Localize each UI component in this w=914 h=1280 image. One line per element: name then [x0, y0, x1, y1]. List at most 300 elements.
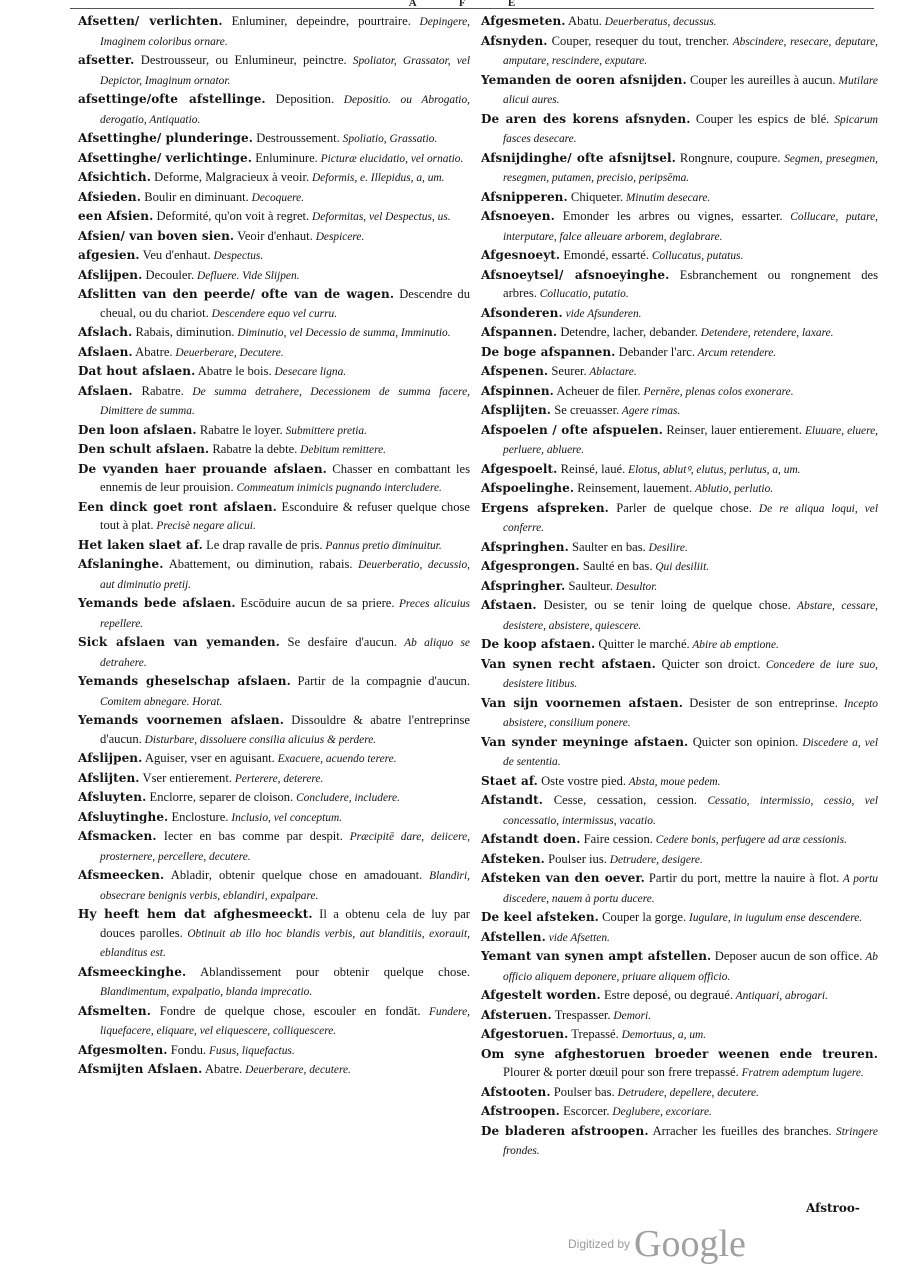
french-gloss: Trepassé.	[568, 1027, 619, 1041]
french-gloss: Descendre du cheual, ou du chariot.	[100, 287, 470, 320]
french-gloss: Rabatre le loyer.	[196, 422, 283, 437]
dictionary-entry	[78, 536, 470, 556]
headword: Afslach.	[78, 325, 133, 339]
latin-gloss: Desilire.	[645, 541, 688, 554]
french-gloss: Detendre, lacher, debander.	[557, 325, 698, 339]
dictionary-entry	[78, 207, 470, 227]
latin-gloss: Ab officio aliquem deponere, priuare aliquem officio.	[503, 951, 878, 983]
left-column	[78, 12, 470, 1080]
french-gloss: Reinsé, laué.	[557, 461, 626, 476]
latin-gloss: Qui desiliit.	[652, 561, 710, 573]
latin-gloss: Præcipitē dare, deiicere, prosternere, percellere, decutere.	[100, 831, 470, 863]
headword: Afspringher.	[481, 578, 566, 593]
french-gloss: Destroussement.	[253, 131, 340, 145]
dictionary-entry	[481, 557, 878, 577]
latin-gloss: Deuerberatio, decussio, aut diminutio pretij.	[100, 559, 470, 591]
headword: Afspoelinghe.	[481, 481, 575, 495]
dictionary-entry	[78, 285, 470, 323]
headword: een Afsien.	[78, 209, 154, 223]
dictionary-entry	[78, 246, 470, 266]
headword: Afsnipperen.	[481, 189, 568, 204]
dictionary-entry	[78, 711, 470, 749]
headword: Afsplijten.	[481, 403, 552, 417]
french-gloss: Cesse, cessation, cession.	[543, 793, 698, 807]
french-gloss: Couper les aureilles à aucun.	[686, 72, 836, 87]
french-gloss: Faire cession.	[580, 832, 653, 846]
latin-gloss: vide Afsunderen.	[562, 307, 642, 320]
latin-gloss: Abire ab emptione.	[689, 639, 779, 651]
headword: De vyanden haer prouande afslaen.	[78, 461, 327, 476]
french-gloss: Vser entierement.	[139, 770, 232, 785]
latin-gloss: Deuerberare, decutere.	[242, 1064, 351, 1076]
latin-gloss: Decoquere.	[248, 191, 305, 204]
dictionary-entry	[481, 499, 878, 538]
french-gloss: Abladir, obtenir quelque chose en amadouant.	[164, 868, 423, 882]
latin-gloss: Collucatus, putatus.	[649, 250, 744, 262]
headword: Afspinnen.	[481, 383, 554, 398]
dictionary-entry	[481, 772, 878, 792]
dictionary-entry	[481, 207, 878, 246]
french-gloss: Escōduire aucun de sa priere.	[235, 596, 395, 610]
dictionary-entry	[78, 1002, 470, 1041]
dictionary-entry	[78, 905, 470, 963]
headword: Afslaen.	[78, 344, 133, 359]
french-gloss: Dissouldre & abatre l'entreprinse d'aucun.	[100, 713, 470, 746]
french-gloss: Trespasser.	[551, 1007, 611, 1022]
dictionary-entry	[481, 110, 878, 149]
headword: Afsien/ van boven sien.	[78, 228, 235, 243]
latin-gloss: vide Afsetten.	[545, 931, 610, 944]
headword: afgesien.	[78, 248, 140, 262]
headword: Afsmeeckinghe.	[78, 964, 187, 979]
dictionary-entry	[481, 1045, 878, 1083]
dictionary-entry	[78, 769, 470, 789]
headword: Yemanden de ooren afsnijden.	[481, 72, 687, 87]
headword: Van synder meyninge afstaen.	[481, 734, 689, 749]
headword: afsettinge/ofte afstellinge.	[78, 92, 266, 106]
latin-gloss: Eluuare, eluere, perluere, abluere.	[503, 424, 878, 456]
headword: Yemands voornemen afslaen.	[78, 713, 285, 727]
latin-gloss: Submittere pretia.	[282, 424, 367, 437]
latin-gloss: Deglubere, excoriare.	[609, 1106, 712, 1118]
french-gloss: Esconduire & refuser quelque chose tout à plat.	[100, 499, 470, 532]
headword: Staet af.	[481, 773, 538, 788]
digitized-by-google-watermark	[568, 1222, 746, 1266]
french-gloss: Reinsement, lauement.	[574, 481, 693, 495]
headword: Afsichtich.	[78, 170, 152, 184]
latin-gloss: Disturbare, dissoluere consilia alicuius & perdere.	[141, 733, 377, 746]
latin-gloss: Iugulare, in iugulum ense descendere.	[686, 912, 863, 924]
latin-gloss: Debitum remittere.	[297, 444, 387, 456]
latin-gloss: Elotus, ablutꝰ, elutus, perlutus, a, um.	[625, 463, 801, 476]
dictionary-entry	[481, 655, 878, 694]
dictionary-entry	[481, 1122, 878, 1161]
dictionary-entry	[78, 672, 470, 711]
latin-gloss: Obtinuit ab illo hoc blandis verbis, aut blanditiis, exorauit, eblanditus est.	[100, 927, 470, 959]
headword: Yemant van synen ampt afstellen.	[481, 949, 712, 963]
dictionary-entry	[78, 788, 470, 808]
dictionary-entry	[481, 1025, 878, 1045]
french-gloss: Esbranchement ou rongnement des arbres.	[503, 267, 878, 300]
headword: Afsetten/ verlichten.	[78, 14, 223, 28]
headword: Afspannen.	[481, 325, 558, 339]
dictionary-entry	[481, 362, 878, 382]
latin-gloss: Fundere, liquefacere, eliquare, vel eliquescere, colliquescere.	[100, 1005, 470, 1037]
headword: Afsmelten.	[78, 1003, 151, 1018]
headword: Yemands bede afslaen.	[78, 596, 236, 610]
latin-gloss: Commeatum inimicis pugnando intercludere.	[233, 482, 442, 494]
french-gloss: Fondu.	[167, 1042, 207, 1057]
french-gloss: Abatre le bois.	[195, 364, 272, 378]
latin-gloss: Detrudere, depellere, decutere.	[614, 1086, 759, 1099]
french-gloss: Iecter en bas comme par despit.	[156, 829, 343, 843]
french-gloss: Deposer aucun de son office.	[711, 949, 863, 963]
french-gloss: Abatre.	[132, 344, 173, 359]
headword: Den loon afslaen.	[78, 422, 197, 437]
latin-gloss: Abstare, cessare, desistere, absistere, quiescere.	[503, 600, 878, 632]
french-gloss: Veoir d'enhaut.	[234, 228, 313, 243]
cropped-running-head: A F E	[70, 0, 874, 9]
latin-gloss: Demortuus, a, um.	[618, 1029, 707, 1041]
headword: Afsettinghe/ verlichtinge.	[78, 150, 253, 165]
dictionary-entry	[481, 188, 878, 208]
french-gloss: Poulser bas.	[550, 1084, 615, 1099]
latin-gloss: Perterere, deterere.	[232, 772, 324, 785]
headword: De bladeren afstroopen.	[481, 1123, 649, 1138]
dictionary-entry	[78, 129, 470, 149]
latin-gloss: Demori.	[610, 1009, 652, 1022]
dictionary-entry	[78, 808, 470, 828]
dictionary-entry	[78, 12, 470, 51]
dictionary-entry	[481, 928, 878, 948]
french-gloss: Reinser, lauer entierement.	[663, 422, 802, 437]
headword: afsetter.	[78, 53, 135, 67]
latin-gloss: Antiquari, abrogari.	[732, 990, 828, 1002]
french-gloss: Enluminure.	[252, 150, 318, 165]
french-gloss: Desister de son entreprinse.	[682, 695, 838, 710]
french-gloss: Ablandissement pour obtenir quelque chose.	[186, 964, 470, 979]
french-gloss: Chiqueter.	[567, 189, 624, 204]
headword: Afsettinghe/ plunderinge.	[78, 131, 254, 145]
headword: Afstroopen.	[481, 1104, 560, 1118]
headword: Afsluyten.	[78, 790, 147, 804]
dictionary-entry	[78, 963, 470, 1002]
headword: Afgesmeten.	[481, 14, 566, 28]
dictionary-entry	[78, 362, 470, 382]
latin-gloss: Desecare ligna.	[271, 366, 347, 378]
dictionary-entry	[481, 12, 878, 32]
dictionary-entry	[481, 71, 878, 110]
dictionary-entry	[481, 850, 878, 870]
latin-gloss: Deuerberare, Decutere.	[172, 346, 284, 359]
french-gloss: Seurer.	[548, 364, 587, 378]
headword: Afgestoruen.	[481, 1027, 569, 1041]
dictionary-entry	[78, 323, 470, 343]
headword: Afstaen.	[481, 598, 537, 612]
headword: Afstooten.	[481, 1084, 551, 1099]
dictionary-entry	[78, 440, 470, 460]
headword: Afsnyden.	[481, 33, 548, 48]
latin-gloss: Spoliatio, Grassatio.	[339, 133, 438, 145]
latin-gloss: Incepto absistere, consilium ponere.	[503, 697, 878, 729]
french-gloss: Oste vostre pied.	[537, 773, 627, 788]
dictionary-entry	[481, 1006, 878, 1026]
latin-gloss: De re aliqua loqui, vel conferre.	[503, 502, 878, 534]
headword: Afspringhen.	[481, 539, 569, 554]
headword: Afsieden.	[78, 189, 142, 204]
headword: Afslijten.	[78, 770, 140, 785]
latin-gloss: De summa detrahere, Decessionem de summa facere, Dimittere de summa.	[100, 385, 470, 417]
latin-gloss: Despectus.	[210, 250, 264, 262]
dictionary-entry	[481, 947, 878, 986]
dictionary-entry	[481, 246, 878, 266]
latin-gloss: Blandimentum, expalpatio, blanda imprecatio.	[100, 986, 313, 998]
french-gloss: Partir du port, mettre la nauire à flot.	[644, 871, 840, 885]
dictionary-entry	[78, 1060, 470, 1080]
dictionary-entry	[78, 498, 470, 536]
dictionary-entry	[481, 32, 878, 71]
french-gloss: Il a obtenu cela de luy par douces parolles.	[100, 907, 470, 940]
latin-gloss: Ab aliquo se detrahere.	[100, 637, 470, 669]
latin-gloss: Mutilare alicui aures.	[503, 74, 878, 106]
latin-gloss: Exacuere, acuendo terere.	[274, 753, 397, 765]
headword: Afgesprongen.	[481, 559, 580, 573]
french-gloss: Quicter son opinion.	[688, 734, 799, 749]
latin-gloss: Fratrem ademptum lugere.	[738, 1067, 864, 1079]
french-gloss: Rongnure, coupure.	[675, 150, 781, 165]
latin-gloss: Comitem abnegare. Horat.	[100, 695, 223, 708]
dictionary-entry	[481, 830, 878, 850]
latin-gloss: Arcum retendere.	[695, 346, 777, 359]
headword: Afslitten van den peerde/ ofte van de wagen.	[78, 287, 395, 301]
latin-gloss: Deformitas, vel Despectus, us.	[309, 211, 451, 223]
dictionary-entry	[481, 304, 878, 324]
french-gloss: Decouler.	[142, 267, 195, 282]
dictionary-entry	[78, 633, 470, 672]
latin-gloss: Inclusio, vel conceptum.	[228, 811, 343, 824]
headword: Afsmijten Afslaen.	[78, 1062, 203, 1076]
dictionary-entry	[78, 827, 470, 866]
dictionary-entry	[481, 479, 878, 499]
french-gloss: Le drap ravalle de pris.	[202, 537, 323, 552]
french-gloss: Emondé, essarté.	[560, 248, 650, 262]
dictionary-entry	[481, 1083, 878, 1103]
dictionary-entry	[78, 460, 470, 498]
french-gloss: Couper la gorge.	[598, 910, 687, 924]
french-gloss: Fondre de quelque chose, escouler en fondāt.	[151, 1003, 421, 1018]
dictionary-entry	[481, 577, 878, 597]
french-gloss: Boulir en diminuant.	[141, 189, 249, 204]
latin-gloss: Spoliator, Grassator, vel Depictor, Imaginum ornator.	[100, 55, 470, 87]
headword: Afstandt doen.	[481, 832, 581, 846]
french-gloss: Couper, resequer du tout, trencher.	[547, 33, 730, 48]
headword: Afsmeecken.	[78, 868, 165, 882]
latin-gloss: A portu discedere, nauem à portu ducere.	[503, 873, 878, 905]
headword: Afspoelen / ofte afspuelen.	[481, 422, 664, 437]
french-gloss: Poulser ius.	[544, 851, 607, 866]
dictionary-entry	[78, 382, 470, 421]
dictionary-entry	[78, 555, 470, 594]
headword: Afslaninghe.	[78, 557, 164, 571]
french-gloss: Rabatre.	[132, 383, 184, 398]
french-gloss: Destrousseur, ou Enlumineur, peinctre.	[134, 53, 347, 67]
dictionary-entry	[481, 596, 878, 635]
french-gloss: Saulter en bas.	[568, 539, 646, 554]
dictionary-entry	[481, 986, 878, 1006]
french-gloss: Rabais, diminution.	[132, 325, 235, 339]
headword: Afslijpen.	[78, 751, 143, 765]
latin-gloss: Collucare, putare, interputare, falce alleuare arborem, deglabrare.	[503, 211, 878, 243]
latin-gloss: Detrudere, desigere.	[606, 853, 703, 866]
french-gloss: Acheuer de filer.	[553, 383, 641, 398]
headword: Afgesnoeyt.	[481, 248, 561, 262]
headword: Afslaen.	[78, 383, 133, 398]
headword: Hy heeft hem dat afghesmeeckt.	[78, 907, 313, 921]
french-gloss: Se creuasser.	[551, 403, 620, 417]
headword: Afsonderen.	[481, 305, 563, 320]
headword: Afsnoeyen.	[481, 209, 555, 223]
french-gloss: Desister, ou se tenir loing de quelque chose.	[536, 598, 791, 612]
headword: Afsnoeytsel/ afsnoeyinghe.	[481, 267, 670, 282]
french-gloss: Parler de quelque chose.	[608, 500, 752, 515]
watermark-prefix: Digitized by	[568, 1237, 631, 1251]
french-gloss: Estre deposé, ou degraué.	[600, 988, 733, 1002]
headword: Afsmacken.	[78, 829, 157, 843]
dictionary-entry	[481, 149, 878, 188]
headword: Dat hout afslaen.	[78, 364, 196, 378]
dictionary-entry	[481, 908, 878, 928]
dictionary-entry	[481, 791, 878, 830]
latin-gloss: Ablactare.	[586, 366, 637, 378]
headword: Ergens afspreken.	[481, 500, 609, 515]
headword: Om syne afghestoruen broeder weenen ende treuren.	[481, 1046, 878, 1061]
latin-gloss: Cedere bonis, perfugere ad aræ cessionis.	[652, 834, 847, 846]
headword: Afgestelt worden.	[481, 988, 601, 1002]
latin-gloss: Preces alicuius repellere.	[100, 598, 470, 630]
latin-gloss: Segmen, presegmen, resegmen, putamen, precisio, peripsēma.	[503, 152, 878, 184]
headword: De aren des korens afsnyden.	[481, 111, 691, 126]
dictionary-entry	[481, 538, 878, 558]
french-gloss: Deposition.	[265, 92, 335, 106]
french-gloss: Enclorre, separer de cloison.	[146, 790, 294, 804]
dictionary-entry	[481, 733, 878, 772]
headword: Afspenen.	[481, 364, 549, 378]
dictionary-entry	[481, 1102, 878, 1122]
french-gloss: Enclosture.	[168, 809, 229, 824]
latin-gloss: Blandiri, obsecrare benignis verbis, eblandiri, expalpare.	[100, 870, 470, 902]
latin-gloss: Minutim desecare.	[623, 191, 711, 204]
french-gloss: Enluminer, depeindre, pourtraire.	[222, 14, 411, 28]
latin-gloss: Absta, moue pedem.	[626, 775, 721, 788]
latin-gloss: Spicarum fasces desecare.	[503, 113, 878, 145]
dictionary-entry	[78, 51, 470, 90]
latin-gloss: Collucatio, putatio.	[536, 288, 629, 300]
latin-gloss: Precisè negare alicui.	[153, 520, 256, 532]
headword: Afstellen.	[481, 929, 546, 944]
headword: Yemands gheselschap afslaen.	[78, 674, 291, 688]
headword: Van sijn voornemen afstaen.	[481, 695, 683, 710]
dictionary-entry	[78, 149, 470, 169]
latin-gloss: Deformis, e. Illepidus, a, um.	[309, 172, 445, 184]
latin-gloss: Pernēre, plenas colos exonerare.	[640, 385, 794, 398]
french-gloss: Saulté en bas.	[579, 559, 653, 573]
dictionary-entry	[481, 382, 878, 402]
french-gloss: Arracher les fueilles des branches.	[648, 1123, 832, 1138]
dictionary-entry	[481, 323, 878, 343]
latin-gloss: Concludere, includere.	[293, 792, 400, 804]
dictionary-entry	[78, 421, 470, 441]
headword: Afsteruen.	[481, 1007, 552, 1022]
french-gloss: Quicter son droict.	[655, 656, 761, 671]
latin-gloss: Deuerberatus, decussus.	[601, 16, 717, 28]
dictionary-entry	[481, 460, 878, 480]
french-gloss: Saulteur.	[565, 578, 613, 593]
dictionary-entry	[481, 266, 878, 304]
headword: Van synen recht afstaen.	[481, 656, 656, 671]
dictionary-entry	[78, 227, 470, 247]
french-gloss: Plourer & porter dœuil pour son frere trepassé.	[503, 1065, 739, 1079]
dictionary-entry	[481, 694, 878, 733]
headword: Afgesmolten.	[78, 1042, 168, 1057]
dictionary-entry	[481, 421, 878, 460]
headword: Afsnijdinghe/ ofte afsnijtsel.	[481, 150, 676, 165]
latin-gloss: Despicere.	[312, 230, 365, 243]
dictionary-entry	[78, 343, 470, 363]
latin-gloss: Depingere, Imaginem coloribus ornare.	[100, 16, 470, 48]
right-column	[481, 12, 878, 1161]
french-gloss: Abatre.	[202, 1062, 243, 1076]
headword: De keel afsteken.	[481, 910, 599, 924]
dictionary-entry	[78, 90, 470, 129]
latin-gloss: Desultor.	[612, 580, 658, 593]
headword: Een dinck goet ront afslaen.	[78, 499, 277, 514]
french-gloss: Deforme, Malgracieux à veoir.	[151, 170, 310, 184]
dictionary-entry	[78, 188, 470, 208]
dictionary-entry	[481, 401, 878, 421]
dictionary-entry	[78, 266, 470, 286]
french-gloss: Veu d'enhaut.	[139, 248, 211, 262]
dictionary-entry	[78, 866, 470, 905]
french-gloss: Abattement, ou diminution, rabais.	[163, 557, 353, 571]
french-gloss: Emonder les arbres ou vignes, essarter.	[554, 209, 783, 223]
latin-gloss: Picturæ elucidatio, vel ornatio.	[317, 152, 464, 165]
french-gloss: Debander l'arc.	[615, 344, 696, 359]
latin-gloss: Defluere. Vide Slijpen.	[194, 269, 300, 282]
french-gloss: Rabatre la debte.	[209, 442, 298, 456]
dictionary-entry	[78, 594, 470, 633]
french-gloss: Escorcer.	[559, 1104, 610, 1118]
french-gloss: Quitter le marché.	[595, 637, 690, 651]
dictionary-entry	[481, 343, 878, 363]
dictionary-entry	[78, 1041, 470, 1061]
latin-gloss: Cessatio, intermissio, cessio, vel concessatio, intermissus, vacatio.	[503, 795, 878, 827]
dictionary-entry	[78, 168, 470, 188]
latin-gloss: Fusus, liquefactus.	[206, 1044, 295, 1057]
french-gloss: Partir de la compagnie d'aucun.	[290, 674, 470, 688]
latin-gloss: Ablutio, perlutio.	[692, 483, 774, 495]
latin-gloss: Descendere equo vel curru.	[208, 307, 338, 320]
french-gloss: Chasser en combattant les ennemis de leur prouision.	[100, 461, 470, 494]
latin-gloss: Pannus pretio diminuitur.	[322, 539, 442, 552]
latin-gloss: Discedere a, vel de sententia.	[503, 736, 878, 768]
french-gloss: Abatu.	[565, 14, 602, 28]
dictionary-entry	[481, 635, 878, 655]
french-gloss: Se desfaire d'aucun.	[279, 635, 398, 649]
latin-gloss: Diminutio, vel Decessio de summa, Imminutio.	[234, 327, 451, 339]
latin-gloss: Depositio. ou Abrogatio, derogatio, Antiquatio.	[100, 94, 470, 126]
headword: Afsteken.	[481, 851, 545, 866]
latin-gloss: Stringere frondes.	[503, 1125, 878, 1157]
